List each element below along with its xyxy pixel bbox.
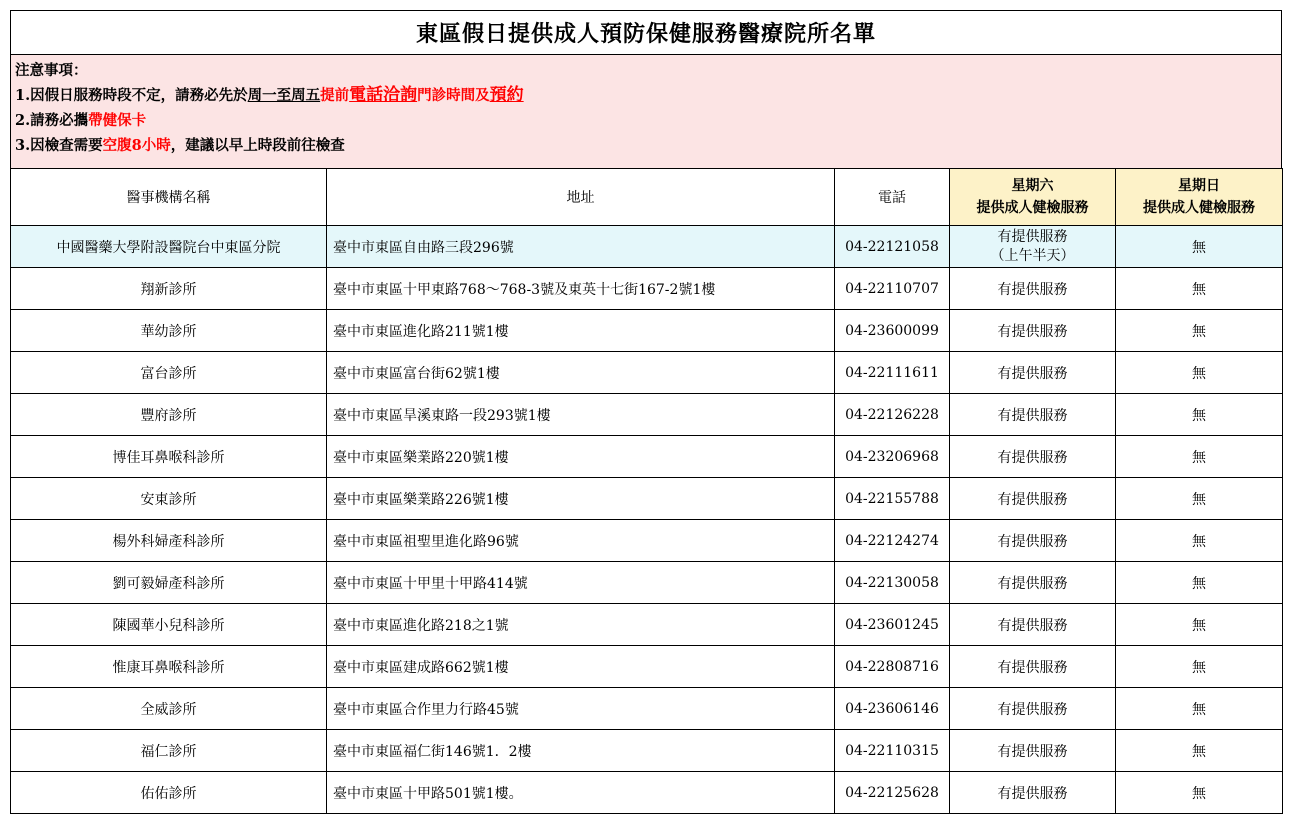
address-cell: 臺中市東區自由路三段296號 bbox=[327, 226, 835, 268]
phone-cell: 04-23600099 bbox=[835, 310, 950, 352]
address-cell: 臺中市東區樂業路220號1樓 bbox=[327, 436, 835, 478]
sunday-cell: 無 bbox=[1116, 310, 1283, 352]
saturday-cell: 有提供服務 bbox=[950, 352, 1116, 394]
address-cell: 臺中市東區十甲路501號1樓。 bbox=[327, 772, 835, 814]
address-cell: 臺中市東區合作里力行路45號 bbox=[327, 688, 835, 730]
clinic-name-cell: 富台診所 bbox=[11, 352, 327, 394]
table-row bbox=[11, 268, 1283, 310]
sunday-cell: 無 bbox=[1116, 688, 1283, 730]
phone-cell: 04-22808716 bbox=[835, 646, 950, 688]
table-row bbox=[11, 730, 1283, 772]
table-row bbox=[11, 436, 1283, 478]
saturday-cell: 有提供服務 bbox=[950, 268, 1116, 310]
clinic-name-cell: 翔新診所 bbox=[11, 268, 327, 310]
phone-inquiry-text: 電話洽詢 bbox=[349, 85, 418, 105]
table-row bbox=[11, 772, 1283, 814]
sunday-cell: 無 bbox=[1116, 646, 1283, 688]
table-row bbox=[11, 352, 1283, 394]
note-line-3: 3.因檢查需要空腹8小時，建議以早上時段前往檢查 bbox=[15, 137, 345, 154]
table-row bbox=[11, 604, 1283, 646]
address-cell: 臺中市東區旱溪東路一段293號1樓 bbox=[327, 394, 835, 436]
saturday-cell: 有提供服務 bbox=[950, 730, 1116, 772]
phone-cell: 04-22111611 bbox=[835, 352, 950, 394]
saturday-cell: 有提供服務 bbox=[950, 562, 1116, 604]
notes-heading: 注意事項： bbox=[15, 62, 88, 79]
clinic-name-cell: 佑佑診所 bbox=[11, 772, 327, 814]
address-cell: 臺中市東區十甲東路768～768-3號及東英十七街167-2號1樓 bbox=[327, 268, 835, 310]
table-row bbox=[11, 226, 1283, 268]
address-cell: 臺中市東區樂業路226號1樓 bbox=[327, 478, 835, 520]
sunday-cell: 無 bbox=[1116, 352, 1283, 394]
saturday-cell: 有提供服務 （上午半天） bbox=[950, 226, 1116, 268]
sunday-cell: 無 bbox=[1116, 436, 1283, 478]
phone-cell: 04-23206968 bbox=[835, 436, 950, 478]
notes-panel bbox=[10, 54, 1282, 168]
address-cell: 臺中市東區進化路211號1樓 bbox=[327, 310, 835, 352]
sunday-cell: 無 bbox=[1116, 772, 1283, 814]
phone-cell: 04-22130058 bbox=[835, 562, 950, 604]
sunday-cell: 無 bbox=[1116, 478, 1283, 520]
note-line-2: 2.請務必攜帶健保卡 bbox=[15, 112, 147, 129]
table-row bbox=[11, 646, 1283, 688]
fasting-text: 空腹8小時 bbox=[102, 137, 171, 154]
saturday-cell: 有提供服務 bbox=[950, 436, 1116, 478]
page-title: 東區假日提供成人預防保健服務醫療院所名單 bbox=[10, 10, 1282, 54]
saturday-cell: 有提供服務 bbox=[950, 310, 1116, 352]
table-row bbox=[11, 520, 1283, 562]
phone-cell: 04-23601245 bbox=[835, 604, 950, 646]
weekday-text: 周一至周五 bbox=[247, 87, 321, 104]
clinic-name-cell: 豐府診所 bbox=[11, 394, 327, 436]
clinic-name-cell: 福仁診所 bbox=[11, 730, 327, 772]
column-header-name: 醫事機構名稱 bbox=[11, 169, 327, 226]
phone-cell: 04-22121058 bbox=[835, 226, 950, 268]
address-cell: 臺中市東區福仁街146號1．2樓 bbox=[327, 730, 835, 772]
saturday-cell: 有提供服務 bbox=[950, 394, 1116, 436]
table-row bbox=[11, 394, 1283, 436]
column-header-saturday: 星期六 提供成人健檢服務 bbox=[950, 169, 1116, 226]
saturday-cell: 有提供服務 bbox=[950, 478, 1116, 520]
appointment-text: 預約 bbox=[489, 85, 524, 105]
sunday-cell: 無 bbox=[1116, 562, 1283, 604]
address-cell: 臺中市東區富台街62號1樓 bbox=[327, 352, 835, 394]
address-cell: 臺中市東區十甲里十甲路414號 bbox=[327, 562, 835, 604]
phone-cell: 04-22155788 bbox=[835, 478, 950, 520]
saturday-cell: 有提供服務 bbox=[950, 688, 1116, 730]
address-cell: 臺中市東區進化路218之1號 bbox=[327, 604, 835, 646]
phone-cell: 04-22110707 bbox=[835, 268, 950, 310]
phone-cell: 04-23606146 bbox=[835, 688, 950, 730]
saturday-cell: 有提供服務 bbox=[950, 772, 1116, 814]
clinic-name-cell: 陳國華小兒科診所 bbox=[11, 604, 327, 646]
sunday-cell: 無 bbox=[1116, 394, 1283, 436]
address-cell: 臺中市東區祖聖里進化路96號 bbox=[327, 520, 835, 562]
clinic-name-cell: 楊外科婦產科診所 bbox=[11, 520, 327, 562]
clinic-name-cell: 中國醫藥大學附設醫院台中東區分院 bbox=[11, 226, 327, 268]
clinic-name-cell: 博佳耳鼻喉科診所 bbox=[11, 436, 327, 478]
saturday-note: （上午半天） bbox=[990, 247, 1075, 264]
sunday-cell: 無 bbox=[1116, 520, 1283, 562]
phone-cell: 04-22124274 bbox=[835, 520, 950, 562]
sunday-cell: 無 bbox=[1116, 604, 1283, 646]
phone-cell: 04-22125628 bbox=[835, 772, 950, 814]
column-header-phone: 電話 bbox=[835, 169, 950, 226]
column-header-sunday: 星期日 提供成人健檢服務 bbox=[1116, 169, 1283, 226]
clinic-table bbox=[10, 168, 1283, 814]
health-card-text: 帶健保卡 bbox=[88, 112, 147, 129]
phone-cell: 04-22126228 bbox=[835, 394, 950, 436]
saturday-cell: 有提供服務 bbox=[950, 604, 1116, 646]
table-row bbox=[11, 688, 1283, 730]
spreadsheet bbox=[10, 10, 1282, 814]
table-header-row bbox=[11, 169, 1283, 226]
phone-cell: 04-22110315 bbox=[835, 730, 950, 772]
column-header-address: 地址 bbox=[327, 169, 835, 226]
clinic-name-cell: 安東診所 bbox=[11, 478, 327, 520]
sunday-cell: 無 bbox=[1116, 226, 1283, 268]
saturday-cell: 有提供服務 bbox=[950, 520, 1116, 562]
table-row bbox=[11, 562, 1283, 604]
clinic-name-cell: 惟康耳鼻喉科診所 bbox=[11, 646, 327, 688]
table-row bbox=[11, 310, 1283, 352]
saturday-cell: 有提供服務 bbox=[950, 646, 1116, 688]
clinic-name-cell: 全威診所 bbox=[11, 688, 327, 730]
address-cell: 臺中市東區建成路662號1樓 bbox=[327, 646, 835, 688]
clinic-name-cell: 劉可毅婦產科診所 bbox=[11, 562, 327, 604]
note-line-1: 1.因假日服務時段不定，請務必先於周一至周五提前電話洽詢門診時間及預約 bbox=[15, 85, 524, 105]
sunday-cell: 無 bbox=[1116, 268, 1283, 310]
sunday-cell: 無 bbox=[1116, 730, 1283, 772]
table-row bbox=[11, 478, 1283, 520]
clinic-name-cell: 華幼診所 bbox=[11, 310, 327, 352]
